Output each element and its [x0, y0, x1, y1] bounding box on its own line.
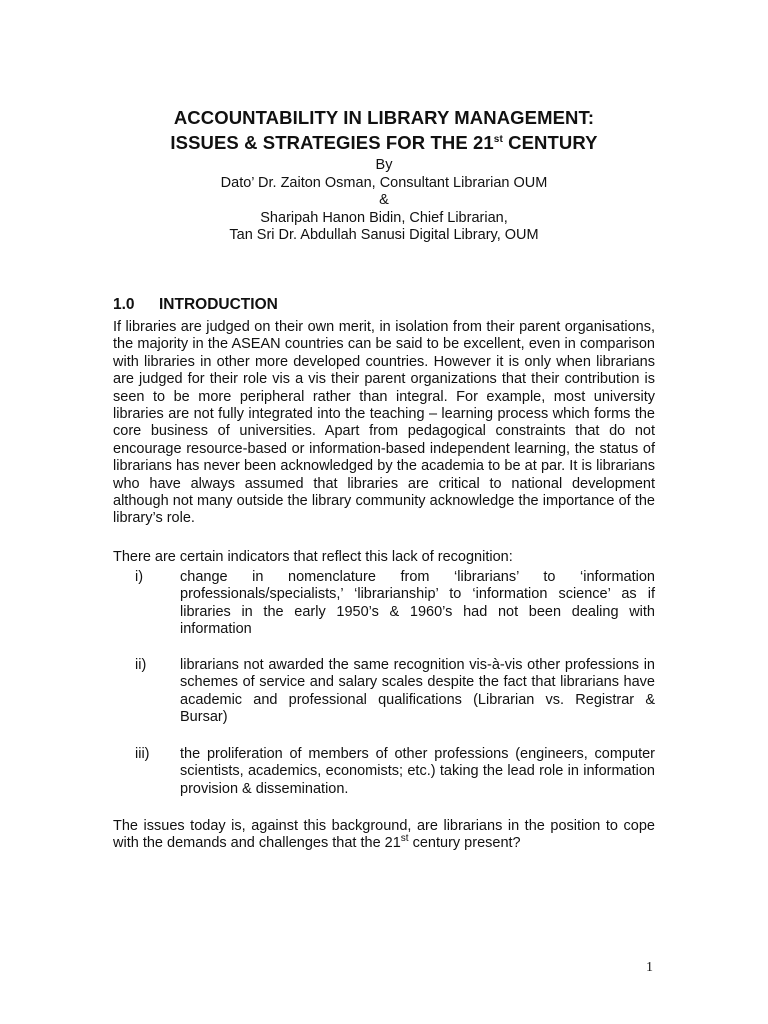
title-line-2	[0, 131, 768, 155]
closing-text-end: century present?	[408, 835, 521, 852]
byline-by: By	[375, 157, 393, 173]
page-number: 1	[646, 960, 653, 975]
title-superscript: st	[493, 133, 503, 145]
author-2: Sharipah Hanon Bidin, Chief Librarian,	[260, 210, 508, 226]
byline-ampersand: &	[379, 192, 389, 208]
list-item-text: the proliferation of members of other professions (engineers, computer scientists, academics, economists; etc.) taking the lead role in information provision & dissemination.	[180, 746, 655, 797]
title-line-1: ACCOUNTABILITY IN LIBRARY MANAGEMENT:	[173, 107, 595, 128]
title-line-2-end: CENTURY	[502, 132, 598, 153]
closing-superscript: st	[400, 833, 409, 845]
list-marker: i)	[135, 569, 144, 585]
section-number: 1.0	[113, 296, 135, 313]
list-item-text: change in nomenclature from ‘librarians’ to ‘information professionals/specialists,’ ‘librarianship’ to ‘information science’ as if libraries in the early 1950’s & 1960’s had not been dealing with information	[180, 569, 655, 638]
list-marker: ii)	[135, 657, 147, 673]
author-affiliation: Tan Sri Dr. Abdullah Sanusi Digital Library, OUM	[229, 227, 539, 243]
title-line-2-text: ISSUES & STRATEGIES FOR THE 21	[170, 132, 494, 153]
intro-paragraph: If libraries are judged on their own merit, in isolation from their parent organisations, the majority in the ASEAN countries can be said to be excellent, even in comparison with libraries in other more developed countries. However it is only when librarians are judged for their role vis a vis their parent organizations that their contribution is seen to be more peripheral rather than integral. For example, most university libraries are not fully integrated into the teaching – learning process which forms the core business of universities. Apart from pedagogical constraints that do not encourage resource-based or information-based independent learning, the status of librarians has never been acknowledged by the academia to be at par. It is librarians who have always assumed that libraries are critical to national development although not many outside the library community acknowledge the importance of the library’s role.	[113, 319, 655, 527]
list-marker: iii)	[135, 746, 150, 762]
list-item-text: librarians not awarded the same recognition vis-à-vis other professions in schemes of service and salary scales despite the fact that librarians have academic and professional qualifications (Librarian vs. Registrar & Bursar)	[180, 657, 655, 726]
section-title: INTRODUCTION	[159, 296, 278, 313]
closing-paragraph	[113, 818, 655, 853]
author-1: Dato’ Dr. Zaiton Osman, Consultant Librarian OUM	[220, 175, 548, 191]
closing-text: The issues today is, against this background, are librarians in the position to cope with the demands and challenges that the 21	[113, 818, 655, 852]
indicators-paragraph: There are certain indicators that reflect this lack of recognition:	[113, 549, 513, 565]
section-heading	[113, 295, 278, 315]
